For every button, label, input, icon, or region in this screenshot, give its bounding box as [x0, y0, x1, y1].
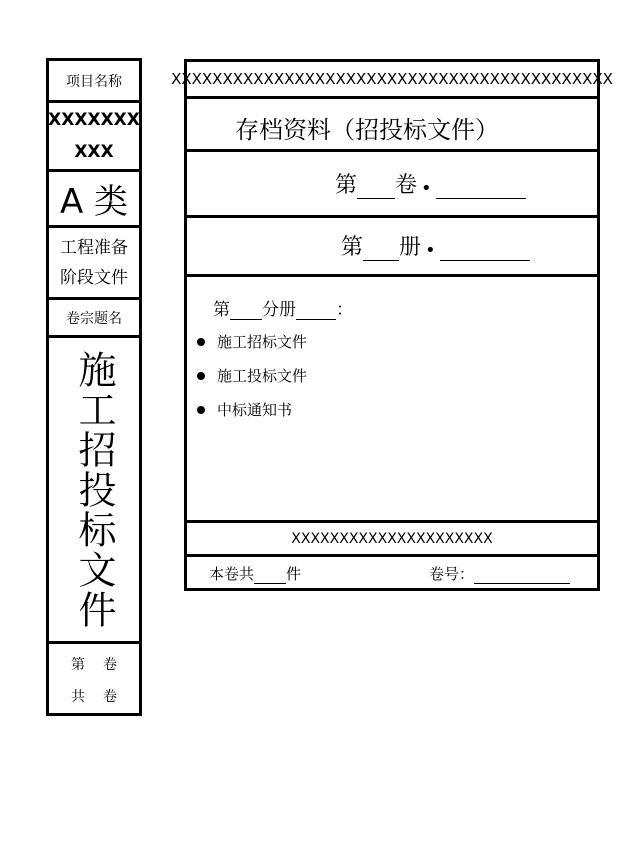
volume-number-input-blank[interactable] [474, 565, 570, 584]
sub-book-middle: 分册 [262, 300, 296, 320]
list-item-text: 中标通知书 [217, 401, 293, 419]
sub-book-prefix: 第 [213, 300, 230, 320]
cover-title-row [187, 99, 597, 152]
book-prefix: 第 [341, 235, 364, 260]
cover-code-row-bottom [187, 523, 597, 557]
bullet-icon [197, 406, 205, 414]
sub-book-line [213, 295, 353, 320]
volume-di: 第 [71, 657, 85, 673]
cover-code-row [171, 62, 613, 99]
project-name-label-text: 项目名称 [66, 73, 122, 90]
list-item-text: 施工招标文件 [217, 333, 308, 351]
spine-label [46, 58, 142, 716]
item-count-suffix: 件 [286, 565, 302, 583]
book-row [187, 218, 597, 277]
stage-label [49, 228, 139, 300]
stage-line1: 工程准备 [60, 237, 128, 258]
list-item [197, 399, 292, 420]
list-item [197, 331, 307, 352]
list-item [197, 365, 307, 386]
total-juan: 卷 [103, 689, 117, 705]
contents-section [187, 277, 597, 523]
project-name-value [49, 103, 139, 172]
list-item-text: 施工投标文件 [217, 367, 308, 385]
volume-field [335, 168, 526, 199]
stage-line2: 阶段文件 [60, 267, 128, 288]
dossier-title [49, 338, 139, 644]
cover-code-bottom-text: XXXXXXXXXXXXXXXXXXXXX [291, 530, 493, 547]
item-count-blank[interactable] [254, 565, 286, 584]
volume-prefix: 第 [335, 173, 358, 198]
item-count-prefix: 本卷共 [209, 565, 255, 583]
volume-dot: • [421, 178, 432, 199]
volume-number-blank[interactable] [357, 174, 395, 199]
cover-title: 存档资料（招投标文件） [235, 116, 499, 144]
volume-row [187, 152, 597, 218]
cover-code-text: XXXXXXXXXXXXXXXXXXXXXXXXXXXXXXXXXXXXXXXXXXX [171, 70, 613, 88]
class-label-text: A 类 [59, 182, 129, 222]
volume-suffix: 卷 [395, 173, 418, 198]
cover-footer [187, 557, 597, 588]
volume-juan: 卷 [103, 657, 117, 673]
volume-info [49, 644, 139, 713]
bullet-icon [197, 372, 205, 380]
sub-book-name-blank[interactable] [296, 299, 336, 320]
project-name-line2: XXX [74, 142, 114, 162]
dossier-title-label-text: 卷宗题名 [66, 310, 122, 327]
book-number-blank[interactable] [363, 236, 399, 261]
project-name-label [49, 61, 139, 103]
volume-row [49, 654, 139, 674]
volume-name-blank[interactable] [436, 174, 526, 199]
volume-number-label: 卷号： [429, 565, 475, 583]
project-name-line1: XXXXXXX [48, 110, 140, 130]
sub-book-suffix: ： [336, 300, 353, 320]
dossier-title-label [49, 300, 139, 338]
volume-number-field [429, 563, 570, 584]
book-name-blank[interactable] [440, 236, 530, 261]
sub-book-number-blank[interactable] [230, 299, 262, 320]
dossier-title-text: 施工招投标文件 [72, 349, 116, 630]
book-dot: • [425, 240, 436, 261]
book-suffix: 册 [399, 235, 422, 260]
item-count-field [209, 563, 301, 584]
book-field [341, 230, 530, 261]
bullet-icon [197, 338, 205, 346]
total-row [49, 686, 139, 706]
cover-page [171, 59, 613, 591]
class-label [49, 172, 139, 228]
total-gong: 共 [71, 689, 85, 705]
